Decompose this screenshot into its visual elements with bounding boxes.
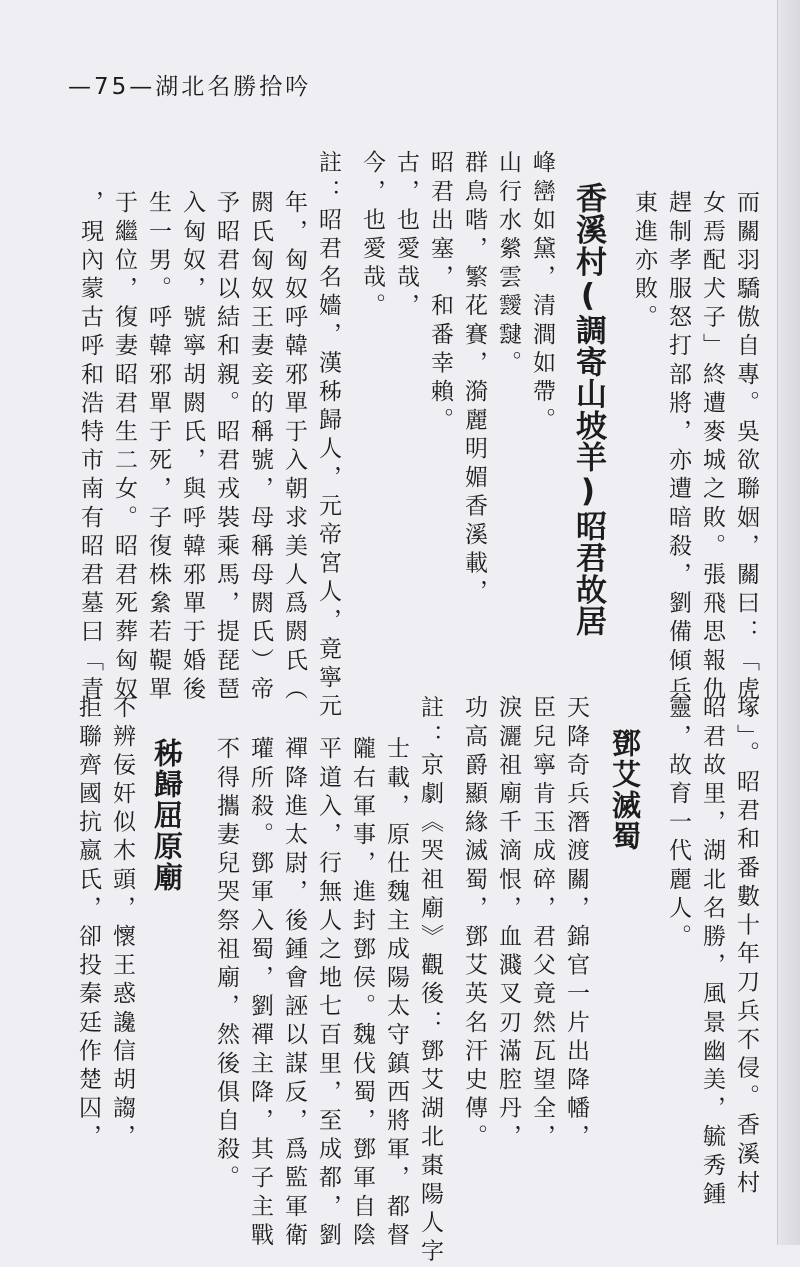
poem-line: 功高爵顯緣滅蜀，鄧艾英名汗史傳。	[461, 695, 487, 1153]
prev-text-col-4: 東進亦敗。	[631, 190, 657, 333]
poem-line: 峰巒如黛，清澗如帶。	[529, 150, 555, 436]
poem-line: 昭君出塞，和番幸賴。	[427, 150, 453, 436]
note-line: 士載，原仕魏主成陽太守鎮西將軍，都督	[383, 736, 409, 1251]
note-line: ，現內蒙古呼和浩特市南有昭君墓曰「青	[77, 190, 103, 705]
prev-text-col-3: 趕制孝服怒打部將，亦遭暗殺，劉備傾兵	[665, 190, 691, 705]
note-line: 生一男。呼韓邪單于死，子復株絫若鞮單	[145, 190, 171, 705]
prev-text-col-1: 而關羽驕傲自專。吳欲聯姻，關曰：「虎	[733, 190, 759, 705]
note-line: 予昭君以結和親。昭君戎裝乘馬，提琵琶	[213, 190, 239, 705]
note-line: 入匈奴，號寧胡閼氏，與呼韓邪單于婚後	[179, 190, 205, 705]
poem-line: 拒聯齊國抗嬴氏，卻投秦廷作楚囚，	[75, 695, 101, 1153]
cont-text-col-2: 昭君故里，湖北名勝，風景幽美，毓秀鍾	[699, 695, 725, 1210]
note-line: 註：昭君名嬙，漢秭歸人，元帝宮人，竟寧元	[315, 150, 341, 722]
prev-text-col-2: 女焉配犬子」終遭麥城之敗。張飛思報仇	[699, 190, 725, 705]
note-line: 不得攜妻兒哭祭祖廟，然後俱自殺。	[213, 736, 239, 1194]
note-line: 平道入，行無人之地七百里，至成都，劉	[315, 736, 341, 1251]
cont-text-col-1: 塚」。昭君和番數十年刀兵不侵。香溪村	[733, 695, 759, 1199]
note-line: 于繼位，復妻昭君生二女。昭君死葬匈奴	[111, 190, 137, 705]
cont-text-col-3: 靈，故育一代麗人。	[665, 695, 691, 953]
poem-line: 群鳥喈，繁花賽，漪麗明媚香溪載，	[461, 150, 487, 608]
note-line: 註：京劇《哭祖廟》觀後：鄧艾湖北棗陽人字	[417, 695, 443, 1267]
poem-line: 不辨佞奸似木頭，懷王惑讒信胡謅，	[109, 695, 135, 1153]
note-line: 閼氏匈奴王妻妾的稱號，母稱母閼氏）帝	[247, 190, 273, 705]
note-line: 禪降進太尉，後鍾會誣以謀反，爲監軍衛	[281, 736, 307, 1251]
title-xiangxi-village: 香溪村(調寄山坡羊)昭君故居	[570, 182, 606, 638]
poem-line: 淚灑祖廟千滴恨，血濺叉刃滿腔丹，	[495, 695, 521, 1153]
poem-line: 山行水縈雲靉靆。	[495, 150, 521, 379]
note-line: 隴右軍事，進封鄧侯。魏伐蜀，鄧軍自陰	[349, 736, 375, 1251]
note-line: 年，匈奴呼韓邪單于入朝求美人爲閼氏（	[281, 190, 307, 705]
poem-line: 臣兒寧肯玉成碎，君父竟然瓦望全，	[529, 695, 555, 1153]
page-header: —75—湖北名勝拾吟	[68, 74, 312, 100]
title-qu-yuan-temple: 秭歸屈原廟	[150, 738, 184, 893]
poem-line: 天降奇兵潛渡關，錦官一片出降幡，	[563, 695, 589, 1153]
title-deng-ai: 鄧艾滅蜀	[608, 728, 642, 852]
poem-line: 古，也愛哉，	[393, 150, 419, 322]
note-line: 瓘所殺。鄧軍入蜀，劉禪主降，其子主戰	[247, 736, 273, 1251]
poem-line: 今，也愛哉。	[359, 150, 385, 322]
page-edge	[777, 0, 800, 1245]
